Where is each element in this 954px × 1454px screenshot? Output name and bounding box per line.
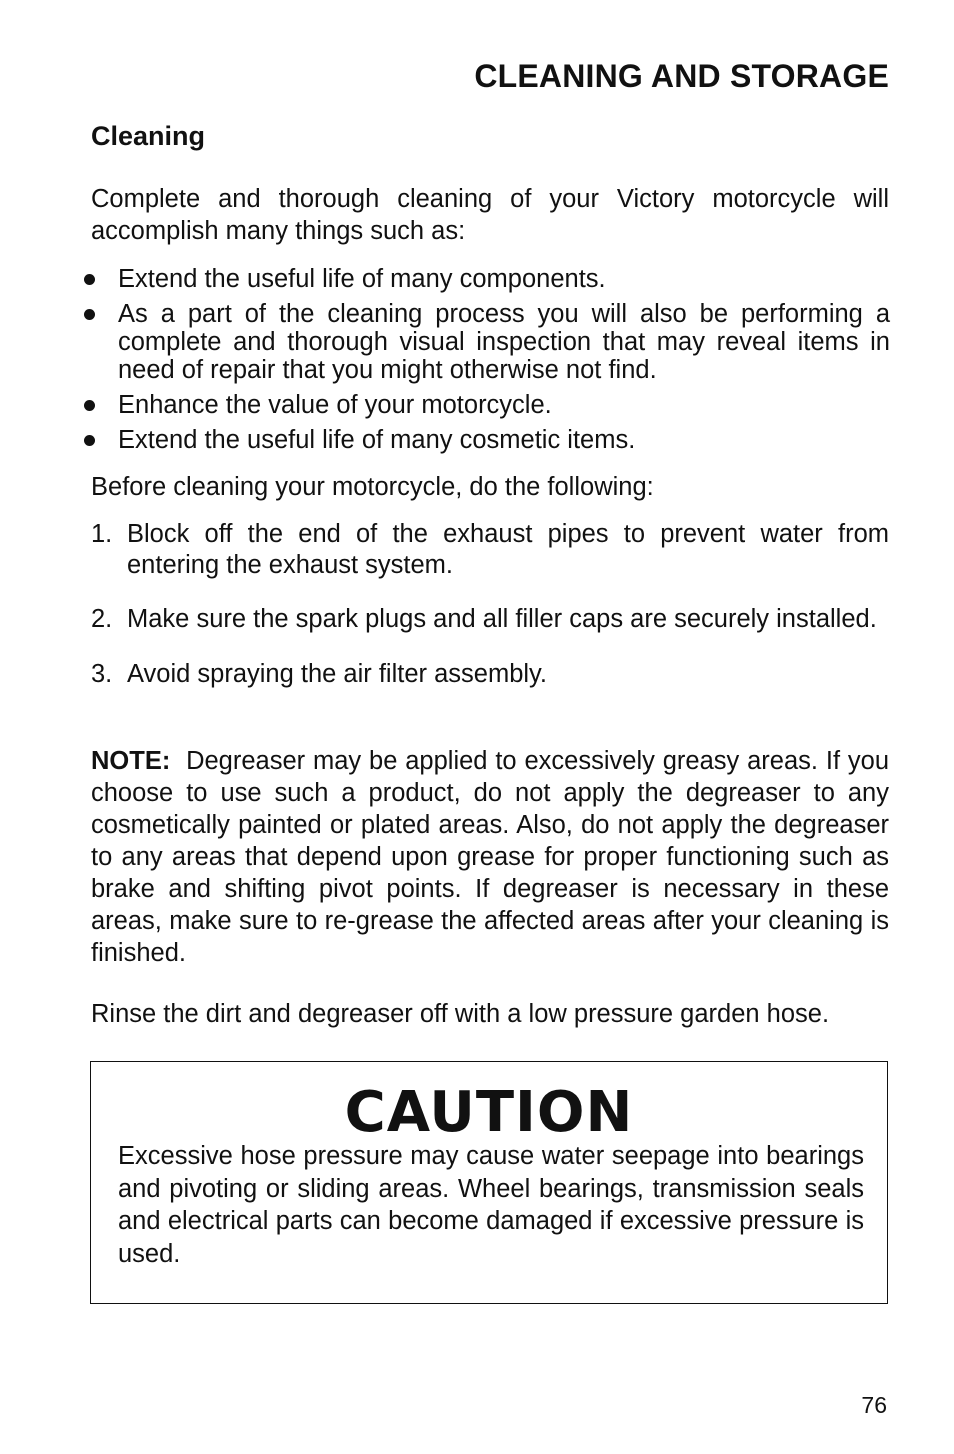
list-item	[82, 300, 890, 384]
bullet-icon	[84, 274, 95, 285]
step-item	[91, 519, 889, 581]
benefits-list	[82, 265, 890, 461]
step-item	[91, 659, 889, 690]
before-cleaning-text: Before cleaning your motorcycle, do the following:	[91, 473, 654, 501]
note-label: NOTE:	[91, 747, 171, 775]
list-item	[82, 391, 890, 419]
intro-paragraph: Complete and thorough cleaning of your Victory motorcycle will accomplish many things such as:	[91, 185, 889, 245]
list-item	[82, 265, 890, 293]
step-number: 1.	[91, 520, 113, 548]
caution-title: CAUTION	[344, 1080, 634, 1145]
page-number: 76	[861, 1392, 887, 1418]
step-number: 2.	[91, 605, 113, 633]
list-item-text: Extend the useful life of many components.	[118, 265, 606, 293]
list-item-text: Extend the useful life of many cosmetic items.	[118, 426, 636, 454]
list-item	[82, 426, 890, 454]
list-item-text: Enhance the value of your motorcycle.	[118, 391, 552, 419]
note-text: Degreaser may be applied to excessively greasy areas. If you choose to use such a product, do not apply the degreaser to any cosmetically painted or plated areas. Also, do not apply the degreaser to any areas that depend upon grease for proper functioning such as brake and shifting pivot points. If degreaser is necessary in these areas, make sure to re‑grease the affected areas after your cleaning is finished.	[91, 747, 890, 967]
bullet-icon	[84, 400, 95, 411]
caution-box	[90, 1061, 888, 1304]
step-item	[91, 604, 889, 635]
bullet-icon	[84, 435, 95, 446]
cleaning-heading: Cleaning	[91, 121, 206, 151]
step-number: 3.	[91, 660, 113, 688]
step-text: Make sure the spark plugs and all filler caps are securely installed.	[127, 605, 877, 633]
section-title: CLEANING AND STORAGE	[474, 58, 889, 94]
list-item-text: As a part of the cleaning process you will also be performing a complete and thorough visual inspection that may reveal items in need of repair that you might otherwise not find.	[118, 300, 890, 384]
caution-text: Excessive hose pressure may cause water seepage into bearings and pivoting or sliding areas. Wheel bearings, transmission seals and electrical parts can become damaged if excessive pressure is used.	[118, 1142, 864, 1268]
step-text: Avoid spraying the air filter assembly.	[127, 660, 547, 688]
rinse-paragraph: Rinse the dirt and degreaser off with a low pressure garden hose.	[91, 1000, 830, 1028]
steps-list	[91, 519, 889, 690]
note-paragraph	[91, 745, 889, 969]
bullet-icon	[84, 309, 95, 320]
step-text: Block off the end of the exhaust pipes to prevent water from entering the exhaust system.	[127, 520, 889, 579]
